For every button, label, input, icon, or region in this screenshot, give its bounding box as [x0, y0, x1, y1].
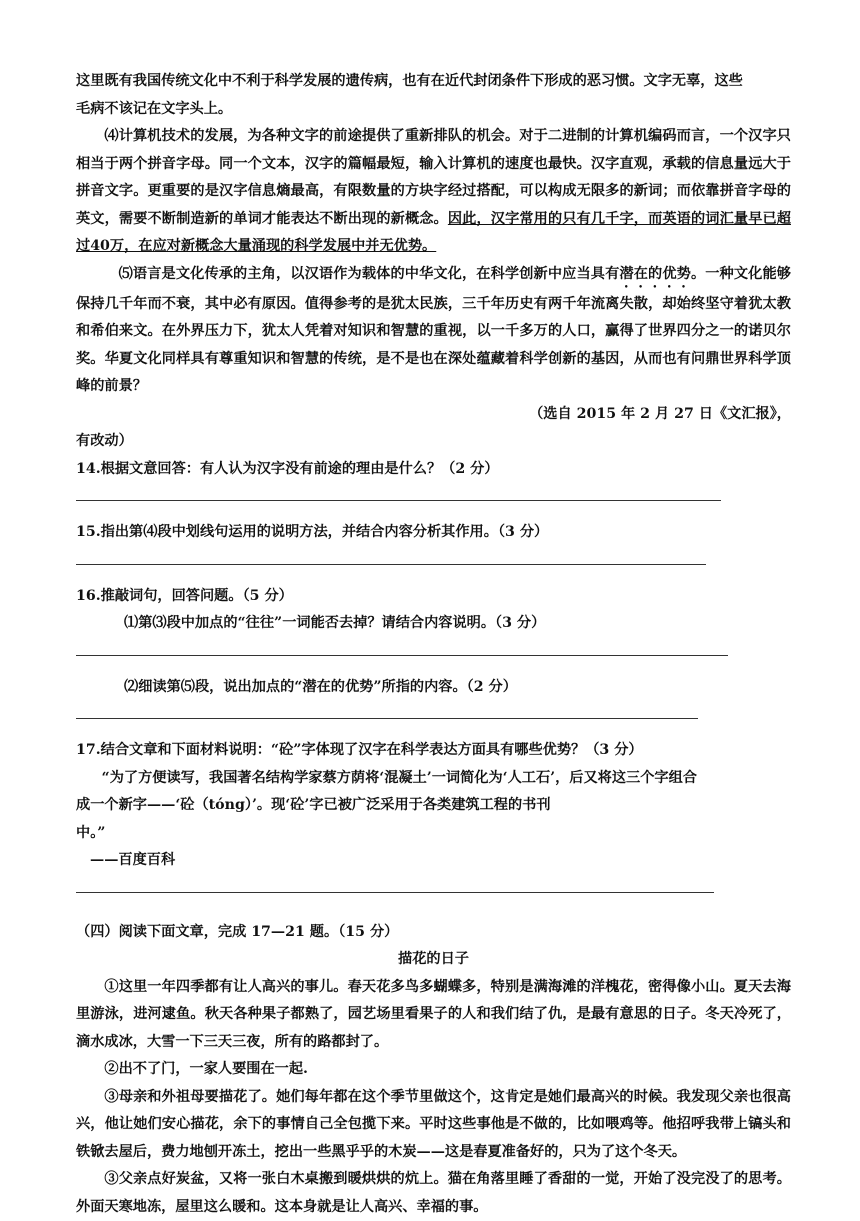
dotted-phrase: 潜在的优势: [619, 265, 691, 282]
question-15: 15.指出第⑷段中划线句运用的说明方法，并结合内容分析其作用。（3 分）: [76, 524, 549, 540]
document-page: [76, 68, 791, 1221]
article-paragraph: ①这里一年四季都有让人高兴的事儿。春天花多鸟多蝴蝶多，特别是满海滩的洋槐花，密得像小山。夏天去海里游泳，进河逮鱼。秋天各种果子都熟了，园艺场里看果子的人和我们结了仇，是最有意思的日子。冬天冷死了，滴水成冰，大雪一下三天三夜，所有的路都封了。: [76, 978, 791, 1050]
underlined-sentence: 因此，汉字常用的只有几千字，而英语的词汇量早已超过40万，在应对新概念大量涌现的科学发展中并无优势。: [76, 210, 791, 254]
quote-line-2: 成一个新字——‘砼（tóng）’。现‘砼’字已被广泛采用于各类建筑工程的书刊: [76, 797, 551, 813]
question-16-1: ⑴第⑶段中加点的“往往”一词能否去掉？请结合内容说明。（3 分）: [124, 615, 546, 631]
article-paragraph: ③母亲和外祖母要描花了。她们每年都在这个季节里做这个，这肯定是她们最高兴的时候。我发现父亲也很高兴，他让她们安心描花，余下的事情自己全包揽下来。平时这些事他是不做的，比如喂鸡等。他招呼我带上镐头和铁锨去屋后，费力地刨开冻土，挖出一些黑乎乎的木炭——这是春夏准备好的，只为了这个冬天。: [76, 1088, 791, 1160]
question-17: 17.结合文章和下面材料说明：“砼”字体现了汉字在科学表达方面具有哪些优势？（3 分）: [76, 742, 643, 758]
question-16-2: ⑵细读第⑸段，说出加点的“潜在的优势”所指的内容。（2 分）: [124, 678, 517, 695]
quote-line-3: 中。”: [76, 824, 106, 841]
question-16: 16.推敲词句，回答问题。（5 分）: [76, 587, 293, 604]
article-paragraph: ③父亲点好炭盆，又将一张白木桌搬到暖烘烘的炕上。猫在角落里睡了香甜的一觉，开始了没完没了的思考。外面天寒地冻，屋里这么暖和。这本身就是让人高兴、幸福的事。: [76, 1171, 791, 1215]
answer-line-15[interactable]: [76, 563, 706, 565]
paragraph-5-before: ⑸语言是文化传承的主角，以汉语作为载体的中华文化，在科学创新中应当具有: [118, 265, 620, 282]
paragraph-5-after: 。一种文化能够保持几千年而不衰，其中必有原因。值得参考的是犹太民族，三千年历史有两千年流离失散，却始终坚守着犹太教和希伯来文。在外界压力下，犹太人凭着对知识和智慧的重视，以一千多万的人口，赢得了世界四分之一的诺贝尔奖。华夏文化同样具有尊重知识和智慧的传统，是不是也在深处蕴藏着科学创新的基因，从而也有问鼎世界科学顶峰的前景？: [76, 265, 791, 394]
answer-line-16-2[interactable]: [76, 717, 698, 719]
question-14: 14.根据文意回答：有人认为汉字没有前途的理由是什么？（2 分）: [76, 460, 499, 477]
answer-line-16-1[interactable]: [76, 654, 728, 656]
quote-line-1: “为了方便读写，我国著名结构学家蔡方荫将‘混凝土’一词简化为‘人工石’，后又将这三个字组合: [101, 769, 697, 786]
answer-line-14[interactable]: [76, 499, 721, 501]
quote-source: ——百度百科: [90, 852, 176, 868]
section-4-heading: （四）阅读下面文章，完成 17—21 题。（15 分）: [76, 923, 399, 940]
paragraph-5: [76, 261, 791, 401]
answer-line-17[interactable]: [76, 891, 714, 893]
article-paragraph: ②出不了门，一家人要围在一起.: [104, 1061, 308, 1077]
intro-line-1: 这里既有我国传统文化中不利于科学发展的遗传病，也有在近代封闭条件下形成的恶习惯。文字无辜，这些: [76, 73, 743, 89]
article-title: 描花的日子: [398, 951, 469, 967]
intro-line-2: 毛病不该记在文字头上。: [76, 100, 233, 117]
paragraph-4: [76, 123, 791, 261]
paragraph-4-text: ⑷计算机技术的发展，为各种文字的前途提供了重新排队的机会。对于二进制的计算机编码而言，一个汉字只相当于两个拼音字母。同一个文本，汉字的篇幅最短，输入计算机的速度也最快。汉字直观，承载的信息量远大于拼音文字。更重要的是汉字信息熵最高，有限数量的方块字经过搭配，可以构成无限多的新词；而依靠拼音字母的英文，需要不断制造新的单词才能表达不断出现的新概念。: [76, 128, 791, 227]
source-line-2: 有改动）: [76, 433, 133, 449]
source-line-1: （选自 2015 年 2 月 27 日《文汇报》，: [529, 405, 791, 422]
